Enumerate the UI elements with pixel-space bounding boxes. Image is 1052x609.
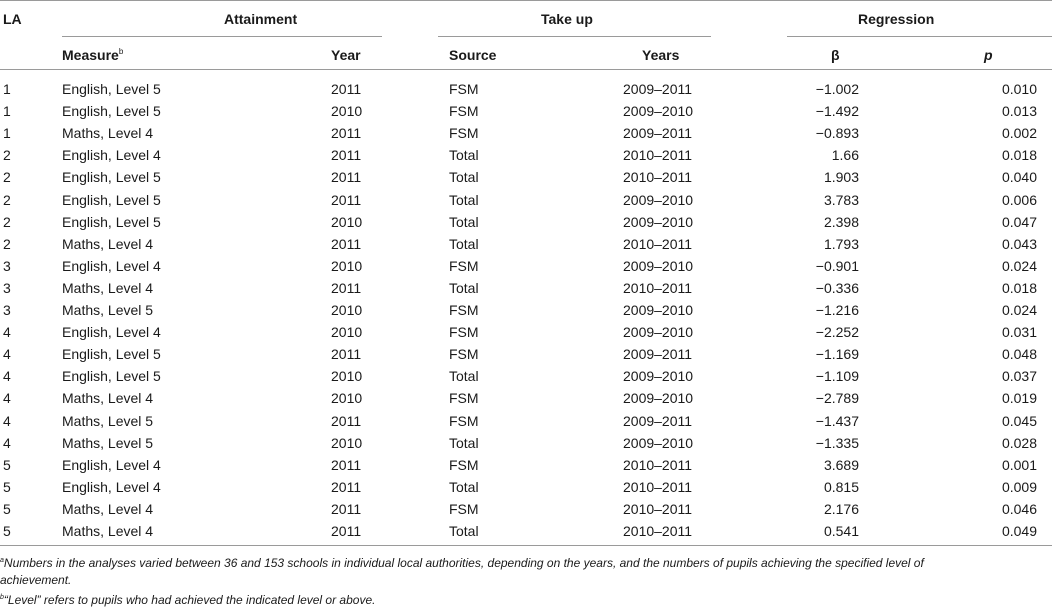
cell-year: 2010 [331,434,363,451]
table-row [0,122,1052,144]
table-row [0,498,1052,520]
cell-year: 2011 [331,191,362,208]
cell-la: 5 [3,523,11,539]
cell-measure: English, Level 4 [62,257,161,274]
table-row [0,410,1052,432]
cell-years: 2009–2010 [623,434,694,451]
cell-year: 2011 [331,523,362,539]
cell-p: 0.018 [1001,279,1037,296]
cell-measure: English, Level 4 [62,456,161,473]
cell-measure: Maths, Level 4 [62,523,154,539]
header-beta: β [831,47,840,63]
header-p: p [984,47,993,63]
cell-measure: Maths, Level 4 [62,235,154,252]
cell-source: Total [449,478,479,495]
cell-year: 2010 [331,368,363,385]
cell-measure: Maths, Level 5 [62,434,154,451]
cell-source: Total [449,213,479,230]
table-row [0,144,1052,166]
header-regression: Regression [858,11,935,27]
cell-source: FSM [449,412,479,429]
cell-beta: −0.901 [815,257,859,274]
table-row [0,100,1052,122]
cell-beta: 2.176 [823,500,859,517]
cell-source: Total [449,523,479,539]
table-row [0,255,1052,277]
cell-measure: English, Level 4 [62,478,161,495]
cell-source: Total [449,368,479,385]
footnote-a-text: Numbers in the analyses varied between 36 and 153 schools in individual local authorities, depending on the years, and the numbers of pupils achieving the specified level of achievement. [0,556,924,587]
table-row [0,189,1052,211]
cell-p: 0.001 [1001,456,1037,473]
cell-la: 2 [3,191,11,208]
footnote-b-mark: b [0,594,4,601]
cell-source: FSM [449,456,479,473]
cell-year: 2010 [331,103,363,120]
cell-year: 2010 [331,213,363,230]
cell-years: 2009–2011 [623,125,693,142]
cell-year: 2011 [331,500,362,517]
cell-p: 0.031 [1001,324,1037,341]
cell-measure: English, Level 5 [62,81,161,97]
cell-p: 0.040 [1001,169,1037,186]
table-row [0,476,1052,498]
cell-p: 0.043 [1001,235,1037,252]
table-row [0,454,1052,476]
table-row [0,321,1052,343]
cell-source: Total [449,434,479,451]
table-row [0,211,1052,233]
cell-measure: Maths, Level 4 [62,390,154,407]
cell-p: 0.006 [1001,191,1037,208]
cell-measure: Maths, Level 4 [62,279,154,296]
table-row [0,277,1052,299]
cell-measure: English, Level 5 [62,368,161,385]
table-row [0,299,1052,321]
cell-measure: English, Level 4 [62,147,161,164]
cell-p: 0.045 [1001,412,1037,429]
cell-source: FSM [449,390,479,407]
cell-la: 4 [3,412,11,429]
measure-footnote-mark: b [118,47,124,56]
cell-measure: English, Level 5 [62,169,161,186]
take-up-underline [438,36,711,37]
cell-la: 1 [3,81,11,97]
cell-la: 4 [3,434,11,451]
cell-beta: −1.169 [815,346,859,363]
cell-beta: −1.437 [815,412,859,429]
cell-years: 2009–2010 [623,213,694,230]
cell-p: 0.047 [1001,213,1037,230]
cell-year: 2011 [331,169,362,186]
cell-measure: Maths, Level 5 [62,302,154,318]
cell-beta: −1.002 [815,81,859,97]
header-years: Years [642,47,680,63]
cell-source: FSM [449,81,479,97]
cell-source: Total [449,191,479,208]
table-row [0,520,1052,542]
cell-la: 2 [3,169,11,186]
cell-year: 2011 [331,478,362,495]
cell-year: 2011 [331,235,362,252]
cell-measure: English, Level 5 [62,103,161,120]
cell-beta: 1.793 [823,235,859,252]
cell-measure: Maths, Level 5 [62,412,154,429]
cell-la: 1 [3,103,11,120]
cell-beta: 1.66 [831,147,859,164]
table-row [0,387,1052,409]
cell-beta: 0.541 [823,523,859,539]
cell-years: 2009–2011 [623,412,693,429]
attainment-underline [62,36,382,37]
cell-source: Total [449,279,479,296]
regression-underline [787,36,1052,37]
cell-la: 3 [3,279,11,296]
header-rule [0,69,1052,70]
table-row [0,233,1052,255]
table-row [0,432,1052,454]
cell-la: 4 [3,346,11,363]
footnote-b [0,589,960,609]
cell-p: 0.048 [1001,346,1037,363]
cell-years: 2009–2010 [623,302,694,318]
cell-beta: −0.893 [815,125,859,142]
cell-year: 2011 [331,279,362,296]
cell-years: 2009–2010 [623,103,694,120]
footnote-b-text: “Level” refers to pupils who had achieved the indicated level or above. [3,593,376,607]
cell-years: 2009–2011 [623,81,693,97]
cell-la: 1 [3,125,11,142]
cell-la: 3 [3,257,11,274]
header-source: Source [449,47,497,63]
cell-source: FSM [449,500,479,517]
cell-la: 3 [3,302,11,318]
cell-source: FSM [449,302,479,318]
cell-measure: English, Level 5 [62,213,161,230]
cell-p: 0.024 [1001,302,1037,318]
cell-year: 2011 [331,81,362,97]
cell-source: FSM [449,125,479,142]
cell-years: 2010–2011 [623,279,693,296]
cell-years: 2010–2011 [623,235,693,252]
cell-p: 0.028 [1001,434,1037,451]
table-row [0,365,1052,387]
cell-years: 2009–2010 [623,191,694,208]
cell-source: Total [449,169,479,186]
cell-year: 2011 [331,125,362,142]
cell-years: 2010–2011 [623,500,693,517]
cell-years: 2010–2011 [623,147,693,164]
cell-p: 0.037 [1001,368,1037,385]
cell-years: 2010–2011 [623,456,693,473]
bottom-rule [0,545,1052,546]
cell-years: 2009–2010 [623,324,694,341]
cell-la: 4 [3,390,11,407]
cell-la: 5 [3,456,11,473]
cell-measure: English, Level 4 [62,324,161,341]
cell-source: FSM [449,324,479,341]
cell-beta: 0.815 [823,478,859,495]
cell-year: 2011 [331,412,362,429]
cell-beta: 1.903 [823,169,859,186]
header-measure: Measure$^b$ [62,47,124,63]
cell-la: 4 [3,368,11,385]
cell-beta: 3.689 [823,456,859,473]
cell-p: 0.002 [1001,125,1037,142]
cell-years: 2010–2011 [623,523,693,539]
cell-p: 0.010 [1001,81,1037,97]
cell-beta: 3.783 [823,191,859,208]
cell-measure: English, Level 5 [62,346,161,363]
footnote-a-mark: a [0,557,4,564]
table-row [0,166,1052,188]
top-rule [0,0,1052,1]
cell-year: 2010 [331,257,363,274]
cell-measure: English, Level 5 [62,191,161,208]
cell-la: 2 [3,213,11,230]
cell-p: 0.009 [1001,478,1037,495]
cell-beta: −2.789 [815,390,859,407]
cell-year: 2010 [331,324,363,341]
header-attainment: Attainment [224,11,298,27]
cell-beta: −0.336 [815,279,859,296]
cell-beta: −2.252 [815,324,859,341]
cell-la: 5 [3,500,11,517]
cell-la: 2 [3,147,11,164]
table-row [0,78,1052,100]
cell-beta: −1.492 [815,103,859,120]
cell-year: 2011 [331,456,362,473]
cell-source: FSM [449,257,479,274]
cell-source: Total [449,147,479,164]
cell-p: 0.049 [1001,523,1037,539]
cell-p: 0.019 [1001,390,1037,407]
cell-la: 2 [3,235,11,252]
cell-years: 2009–2010 [623,390,694,407]
cell-source: Total [449,235,479,252]
cell-years: 2009–2010 [623,368,694,385]
cell-la: 5 [3,478,11,495]
cell-years: 2009–2011 [623,346,693,363]
cell-beta: −1.109 [815,368,859,385]
cell-p: 0.013 [1001,103,1037,120]
cell-years: 2009–2010 [623,257,694,274]
cell-source: FSM [449,346,479,363]
cell-beta: −1.335 [815,434,859,451]
cell-measure: Maths, Level 4 [62,125,154,142]
cell-year: 2010 [331,390,363,407]
cell-p: 0.024 [1001,257,1037,274]
cell-p: 0.046 [1001,500,1037,517]
table-row [0,343,1052,365]
cell-years: 2010–2011 [623,169,693,186]
footnote-a [0,552,960,589]
header-take-up: Take up [541,11,593,27]
cell-la: 4 [3,324,11,341]
cell-year: 2010 [331,302,363,318]
cell-years: 2010–2011 [623,478,693,495]
cell-year: 2011 [331,147,362,164]
cell-beta: −1.216 [815,302,859,318]
cell-year: 2011 [331,346,362,363]
cell-beta: 2.398 [823,213,859,230]
header-year: Year [331,47,361,63]
cell-measure: Maths, Level 4 [62,500,154,517]
cell-source: FSM [449,103,479,120]
cell-p: 0.018 [1001,147,1037,164]
header-la: LA [3,11,22,27]
